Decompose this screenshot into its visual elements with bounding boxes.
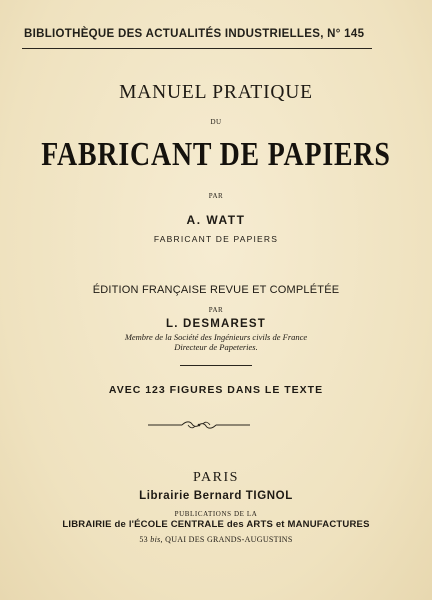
main-title: FABRICANT DE PAPIERS <box>41 136 391 173</box>
author-par: PAR <box>208 192 224 200</box>
title-connector: DU <box>210 118 222 126</box>
author-role: FABRICANT DE PAPIERS <box>153 234 279 244</box>
publisher-name: Librairie Bernard TIGNOL <box>139 490 293 502</box>
imprint-city: PARIS <box>193 470 239 485</box>
ornament-divider <box>148 419 250 431</box>
author-name: A. WATT <box>186 213 246 227</box>
librairie-line: LIBRAIRIE de l'ÉCOLE CENTRALE des ARTS et MANUFACTURES <box>62 519 370 530</box>
affiliation-line-2: Directeur de Papeteries. <box>174 342 258 352</box>
address-line <box>0 535 432 544</box>
translator-par: PAR <box>208 306 224 314</box>
affiliation-line-1: Membre de la Société des Ingénieurs civils de France <box>124 332 308 342</box>
title-line-1: MANUEL PRATIQUE <box>119 82 313 103</box>
short-rule <box>180 365 252 366</box>
series-rule <box>22 48 372 49</box>
edition-line: ÉDITION FRANÇAISE REVUE ET COMPLÉTÉE <box>92 284 340 296</box>
address-number: 53 <box>139 535 148 544</box>
translator-name: L. DESMAREST <box>165 318 266 330</box>
publications-line: PUBLICATIONS DE LA <box>174 510 258 518</box>
address-street: , QUAI DES GRANDS-AUGUSTINS <box>160 535 293 544</box>
figures-note: AVEC 123 FIGURES DANS LE TEXTE <box>108 384 324 396</box>
translator-affiliation <box>0 332 432 352</box>
series-heading: BIBLIOTHÈQUE DES ACTUALITÉS INDUSTRIELLES, N° 145 <box>24 28 365 40</box>
address-bis: bis <box>150 535 161 544</box>
